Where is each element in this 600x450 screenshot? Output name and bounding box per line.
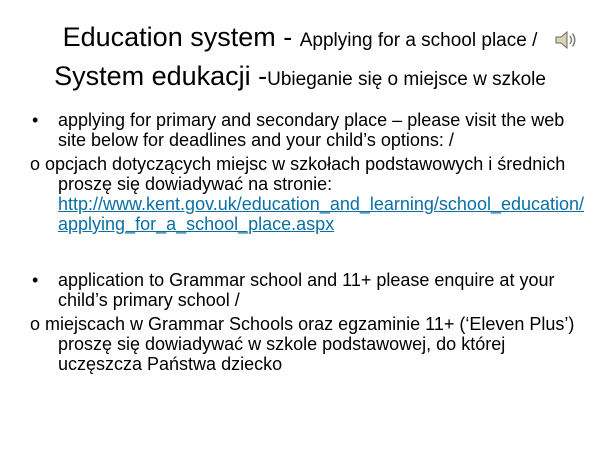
spacer — [30, 234, 590, 270]
title-sub-polish: Ubieganie się o miejsce w szkole — [267, 69, 546, 90]
bullet-marker: • — [32, 110, 39, 130]
slide-title — [0, 20, 600, 98]
polish-paragraph-2 — [30, 314, 590, 374]
title-main-english: Education system - — [62, 22, 300, 52]
polish-paragraph-2-text: o miejscach w Grammar Schools oraz egzaminie 11+ (‘Eleven Plus’) proszę się dowiadywać w szkole podstawowej, do której uczęszcza Państwa dziecko — [30, 314, 575, 374]
bullet-grammar-school-text: application to Grammar school and 11+ please enquire at your child’s primary school / — [58, 270, 555, 310]
bullet-primary-secondary-text: applying for primary and secondary place – please visit the web site below for deadlines and your child’s options: / — [58, 110, 565, 150]
kent-school-place-link[interactable]: http://www.kent.gov.uk/education_and_learning/school_education/applying_for_a_school_place.aspx — [58, 194, 585, 234]
title-main-polish: System edukacji - — [54, 61, 268, 91]
title-line-english — [0, 20, 600, 59]
title-line-polish — [0, 59, 600, 98]
bullet-primary-secondary — [30, 110, 590, 150]
slide-body — [30, 110, 590, 374]
speaker-icon[interactable] — [553, 28, 579, 52]
bullet-grammar-school — [30, 270, 590, 310]
bullet-marker: • — [32, 270, 39, 290]
title-sub-english: Applying for a school place / — [299, 30, 538, 51]
polish-paragraph-1-text: o opcjach dotyczących miejsc w szkołach podstawowych i średnich proszę się dowiadywać na stronie: — [30, 154, 566, 194]
polish-paragraph-1 — [30, 154, 590, 234]
